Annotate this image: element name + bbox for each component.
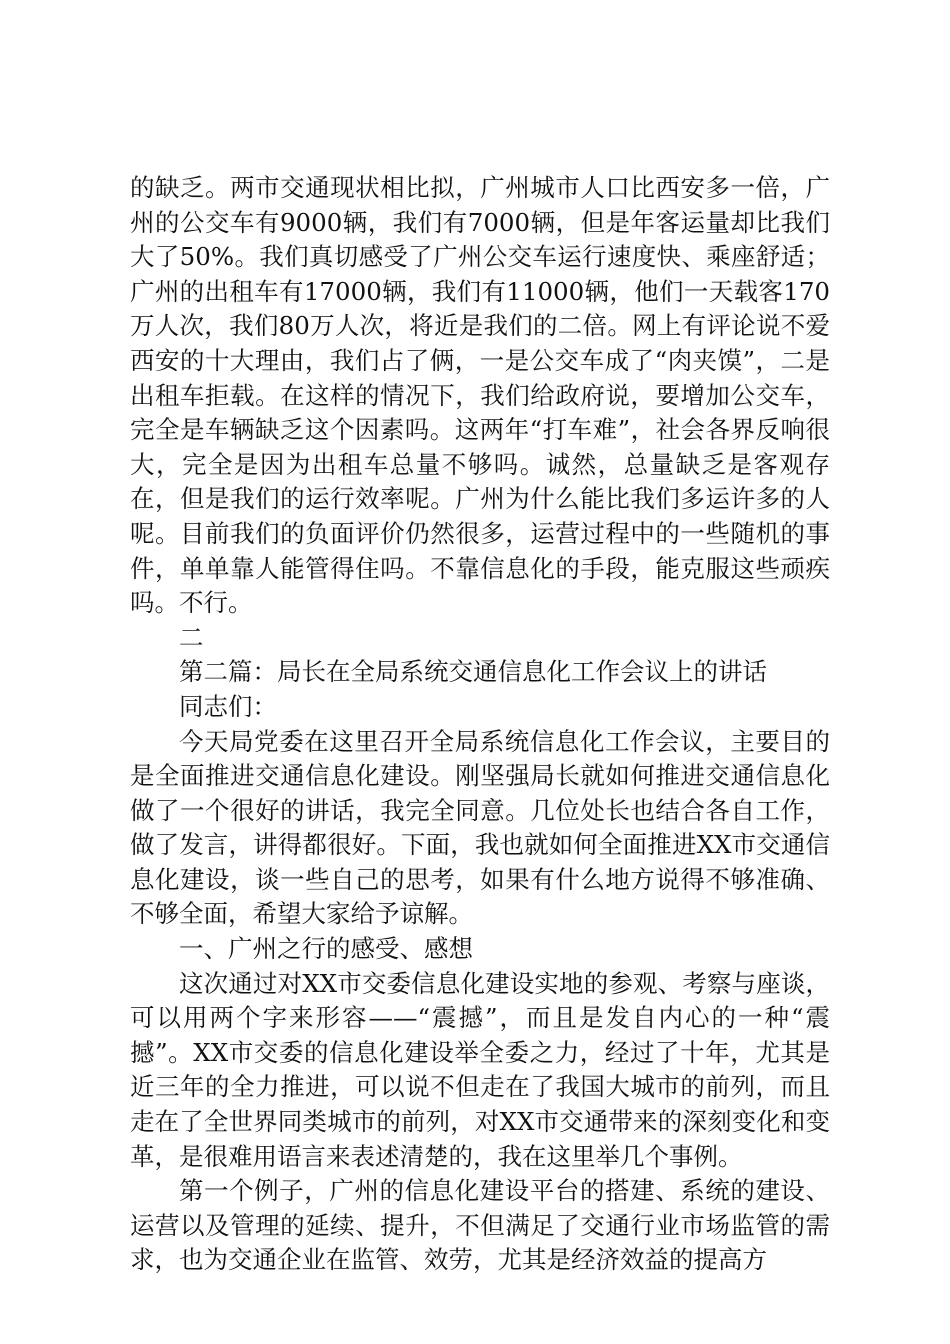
article-title: 第二篇：局长在全局系统交通信息化工作会议上的讲话 <box>179 657 767 687</box>
paragraph-continuation: 的缺乏。两市交通现状相比拟，广州城市人口比西安多一倍，广州的公交车有9000辆，我们有7000辆，但是年客运量却比我们大了50%。我们真切感受了广州公交车运行速度快、乘座舒适；广州的出租车有17000辆，我们有11000辆，他们一天载客170万人次，我们80万人次，将近是我们的二倍。网上有评论说不爱西安的十大理由，我们占了俩，一是公交车成了“肉夹馍”，二是出租车拒载。在这样的情况下，我们给政府说，要增加公交车，完全是车辆缺乏这个因素吗。这两年“打车难”，社会各界反响很大，完全是因为出租车总量不够吗。诚然，总量缺乏是客观存在，但是我们的运行效率呢。广州为什么能比我们多运许多的人呢。目前我们的负面评价仍然很多，运营过程中的一些随机的事件，单单靠人能管得住吗。不靠信息化的手段，能克服这些顽疾吗。不行。 <box>130 173 830 618</box>
paragraph-impressions: 这次通过对XX市交委信息化建设实地的参观、考察与座谈，可以用两个字来形容——“震撼”，而且是发自内心的一种“震撼”。XX市交委的信息化建设举全委之力，经过了十年，尤其是近三年的全力推进，可以说不但走在了我国大城市的前列，而且走在了全世界同类城市的前列，对XX市交通带来的深刻变化和变革，是很难用语言来表述清楚的，我在这里举几个事例。 <box>130 968 830 1171</box>
paragraph-intro: 今天局党委在这里召开全局系统信息化工作会议，主要目的是全面推进交通信息化建设。刚坚强局长就如何推进交通信息化做了一个很好的讲话，我完全同意。几位处长也结合各自工作，做了发言，讲得都很好。下面，我也就如何全面推进XX市交通信息化建设，谈一些自己的思考，如果有什么地方说得不够准确、不够全面，希望大家给予谅解。 <box>130 726 830 929</box>
document-body <box>130 171 830 1278</box>
salutation: 同志们： <box>179 691 277 721</box>
paragraph-example-one: 第一个例子，广州的信息化建设平台的搭建、系统的建设、运营以及管理的延续、提升，不但满足了交通行业市场监管的需求，也为交通企业在监管、效劳，尤其是经济效益的提高方 <box>130 1176 830 1275</box>
section-number: 二 <box>179 622 204 652</box>
section-heading: 一、广州之行的感受、感想 <box>179 934 473 964</box>
